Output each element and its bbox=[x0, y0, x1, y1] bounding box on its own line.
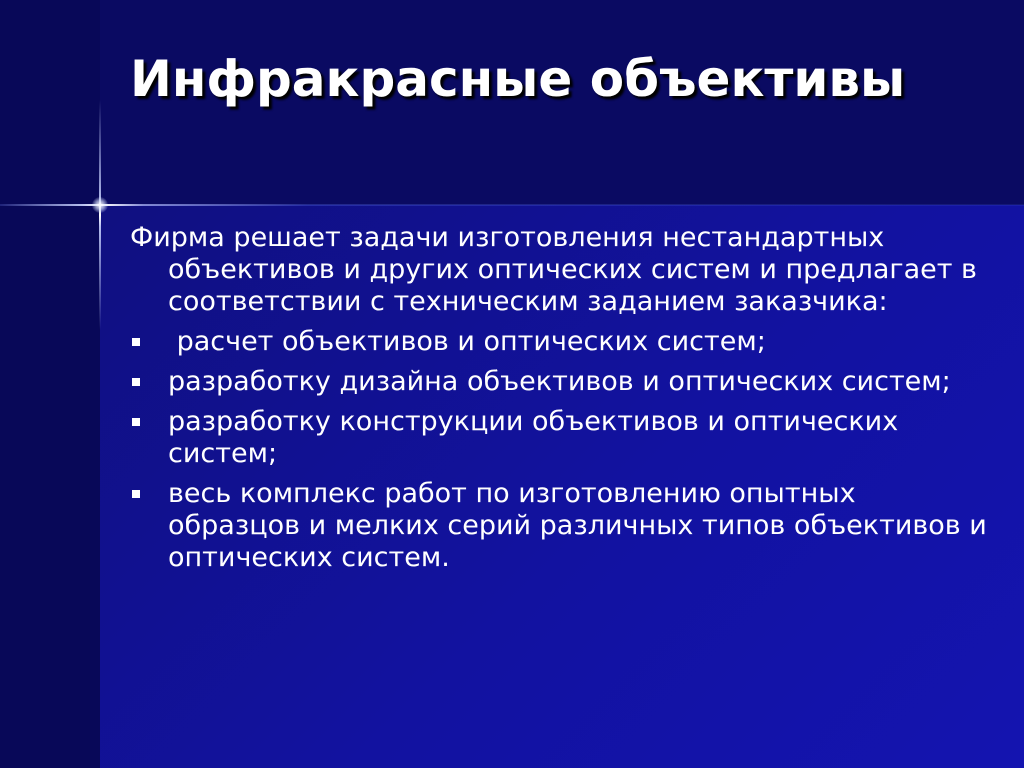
horizontal-glint-line bbox=[0, 204, 1024, 206]
list-item bbox=[130, 326, 990, 358]
square-bullet-icon bbox=[132, 418, 140, 426]
list-item bbox=[130, 366, 990, 398]
square-bullet-icon bbox=[132, 490, 140, 498]
vertical-glint-line bbox=[99, 100, 101, 330]
bullet-text: расчет объективов и оптических систем; bbox=[168, 326, 766, 357]
left-background-band bbox=[0, 0, 100, 768]
list-item bbox=[130, 478, 990, 574]
square-bullet-icon bbox=[132, 338, 140, 346]
bullet-list bbox=[130, 326, 990, 574]
star-glint-icon bbox=[92, 197, 108, 213]
list-item bbox=[130, 406, 990, 470]
intro-paragraph: Фирма решает задачи изготовления нестандартных объективов и других оптических систем и предлагает в соответствии с техническим заданием заказчика: bbox=[130, 222, 977, 317]
slide-title: Инфракрасные объективы bbox=[130, 50, 906, 108]
slide-body bbox=[130, 222, 990, 582]
bullet-text: разработку конструкции объективов и оптических систем; bbox=[168, 406, 899, 469]
square-bullet-icon bbox=[132, 378, 140, 386]
bullet-text: разработку дизайна объективов и оптических систем; bbox=[168, 366, 951, 397]
bullet-text: весь комплекс работ по изготовлению опытных образцов и мелких серий различных типов объективов и оптических систем. bbox=[168, 478, 987, 573]
